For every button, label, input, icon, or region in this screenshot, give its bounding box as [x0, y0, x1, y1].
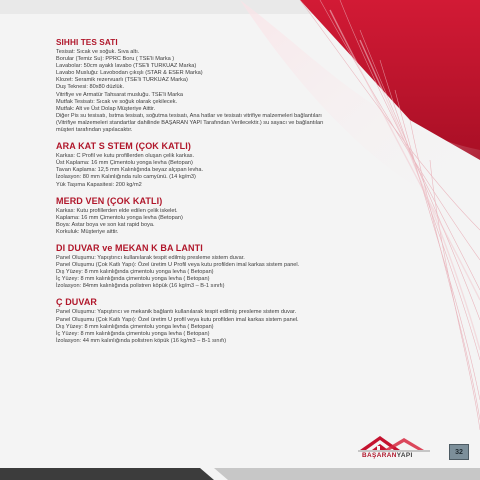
spec-line: Diğer Pis su tesisatı, Isıtma tesisatı, soğutma tesisatı, Ana hatlar ve tesisatı vitrifiye malzemeleri bağlantıları — [56, 112, 322, 119]
page-number: 32 — [449, 444, 469, 460]
section-merdiven — [56, 196, 458, 236]
spec-line: Karkas: Kutu profillerden elde edilen çelik iskelet. — [56, 207, 178, 214]
footer-dark-strip — [0, 468, 214, 480]
logo-brand-main: BAŞARAN — [362, 452, 397, 459]
section-title: DI DUVAR ve MEKAN K BA LANTI — [56, 242, 203, 253]
section-ara-kat-sistemi — [56, 141, 458, 188]
spec-line: müşteri tarafından yapılacaktır. — [56, 127, 133, 134]
spec-line: İzolasyon: 80 mm Kalınlığında rulo camyünü. (14 kg/m3) — [56, 174, 196, 181]
spec-line: Mutfak: Alt ve Üst Dolap Müşteriye Aittir. — [56, 105, 156, 112]
spec-line: Panel Oluşumu (Çok Katlı Yapı): Özel üretim U Profil veya kutu profilden imal karkas sistem panel. — [56, 262, 300, 269]
spec-line: İç Yüzey: 8 mm kalınlığında çimentolu yonga levha ( Betopan) — [56, 276, 210, 283]
spec-line: Lavabolar: 50cm ayaklı lavabo (TSE'li TURKUAZ Marka) — [56, 63, 197, 70]
spec-line: Karkas: C Profil ve kutu profillerden oluşan çelik karkas. — [56, 153, 195, 160]
spec-line: Dış Yüzey: 8 mm kalınlığında çimentolu yonga levha ( Betopan) — [56, 269, 214, 276]
spec-line: İzolasyon: 44 mm kalınlığında polistren köpük (16 kg/m3 – B-1 sınıfı) — [56, 337, 227, 344]
spec-line: Yük Taşıma Kapasitesi: 200 kg/m2 — [56, 181, 142, 188]
spec-line: Panel Oluşumu: Yapıştırıcı kullanılarak tespit edilmiş presleme sistem duvar. — [56, 254, 245, 261]
section-ic-duvar — [56, 297, 458, 344]
spec-line: Lavabo Musluğu: Lavobodan çıkışlı (STAR & ESER Marka) — [56, 70, 203, 77]
spec-line: Tesisat: Sıcak ve soğuk. Sıva altı. — [56, 49, 140, 55]
spec-content — [56, 38, 458, 352]
section-title: ARA KAT S STEM (ÇOK KATLI) — [56, 141, 191, 152]
spec-line: Tavan Kaplama: 12,5 mm Kalınlığında beyaz alçıpan levha. — [56, 167, 204, 174]
spec-line: Vitrifiye ve Armatür Tahsarat musluğu. TSE'li Marka — [56, 91, 183, 98]
spec-line: Panel Oluşumu (Çok Katlı Yapı): Özel üretim U profil veya kutu profilden imal karkas sistem panel. — [56, 316, 299, 323]
spec-line: (Vitrifiye malzemeleri standartlar dahilinde BAŞARAN YAPI Tarafından Verilecektir.) su sayacı ve bağlantıları — [56, 119, 324, 126]
spec-line: Korkuluk: Müşteriye aittir. — [56, 228, 119, 235]
spec-line: Üst Kaplama: 16 mm Çimentolu yonga levha (Betopan) — [56, 160, 193, 167]
spec-line: Panel Oluşumu: Yapıştırıcı ve mekanik bağlantı kullanılarak tespit edilmiş presleme sistem duvar. — [56, 309, 297, 316]
logo-brand-sub: YAPI — [396, 452, 413, 459]
spec-line: Dış Yüzey: 8 mm kalınlığında çimentolu yonga levha ( Betopan) — [56, 323, 214, 330]
spec-line: Duş Teknesi: 80x80 düzlük. — [56, 84, 124, 91]
logo-wordmark — [362, 452, 413, 459]
spec-line: Kaplama: 16 mm Çimentolu yonga levha (Betopan) — [56, 214, 183, 221]
spec-line: Boya: Astar boya ve son kat rapid boya. — [56, 221, 155, 228]
spec-line: Klozet: Seramik rezervuarlı (TSE'li TURKUAZ Marka) — [56, 77, 188, 84]
section-dis-duvar — [56, 243, 458, 290]
spec-line: İzolasyon: 84mm kalınlığında polistren köpük (16 kg/m3 – B-1 sınıfı) — [56, 283, 225, 290]
section-title: Ç DUVAR — [56, 297, 98, 308]
spec-line: Mutfak Tesisatı: Sıcak ve soğuk olarak çekilecek. — [56, 98, 178, 105]
section-sihhi-tesisat — [56, 38, 458, 134]
spec-line: İç Yüzey: 8 mm kalınlığında çimentolu yonga levha ( Betopan) — [56, 330, 210, 337]
section-title: SIHHI TES SATI — [56, 38, 118, 47]
spec-line: Borular (Temiz Su): PPRC Boru ( TSE'li Marka ) — [56, 56, 175, 63]
section-title: MERD VEN (ÇOK KATLI) — [56, 195, 163, 206]
